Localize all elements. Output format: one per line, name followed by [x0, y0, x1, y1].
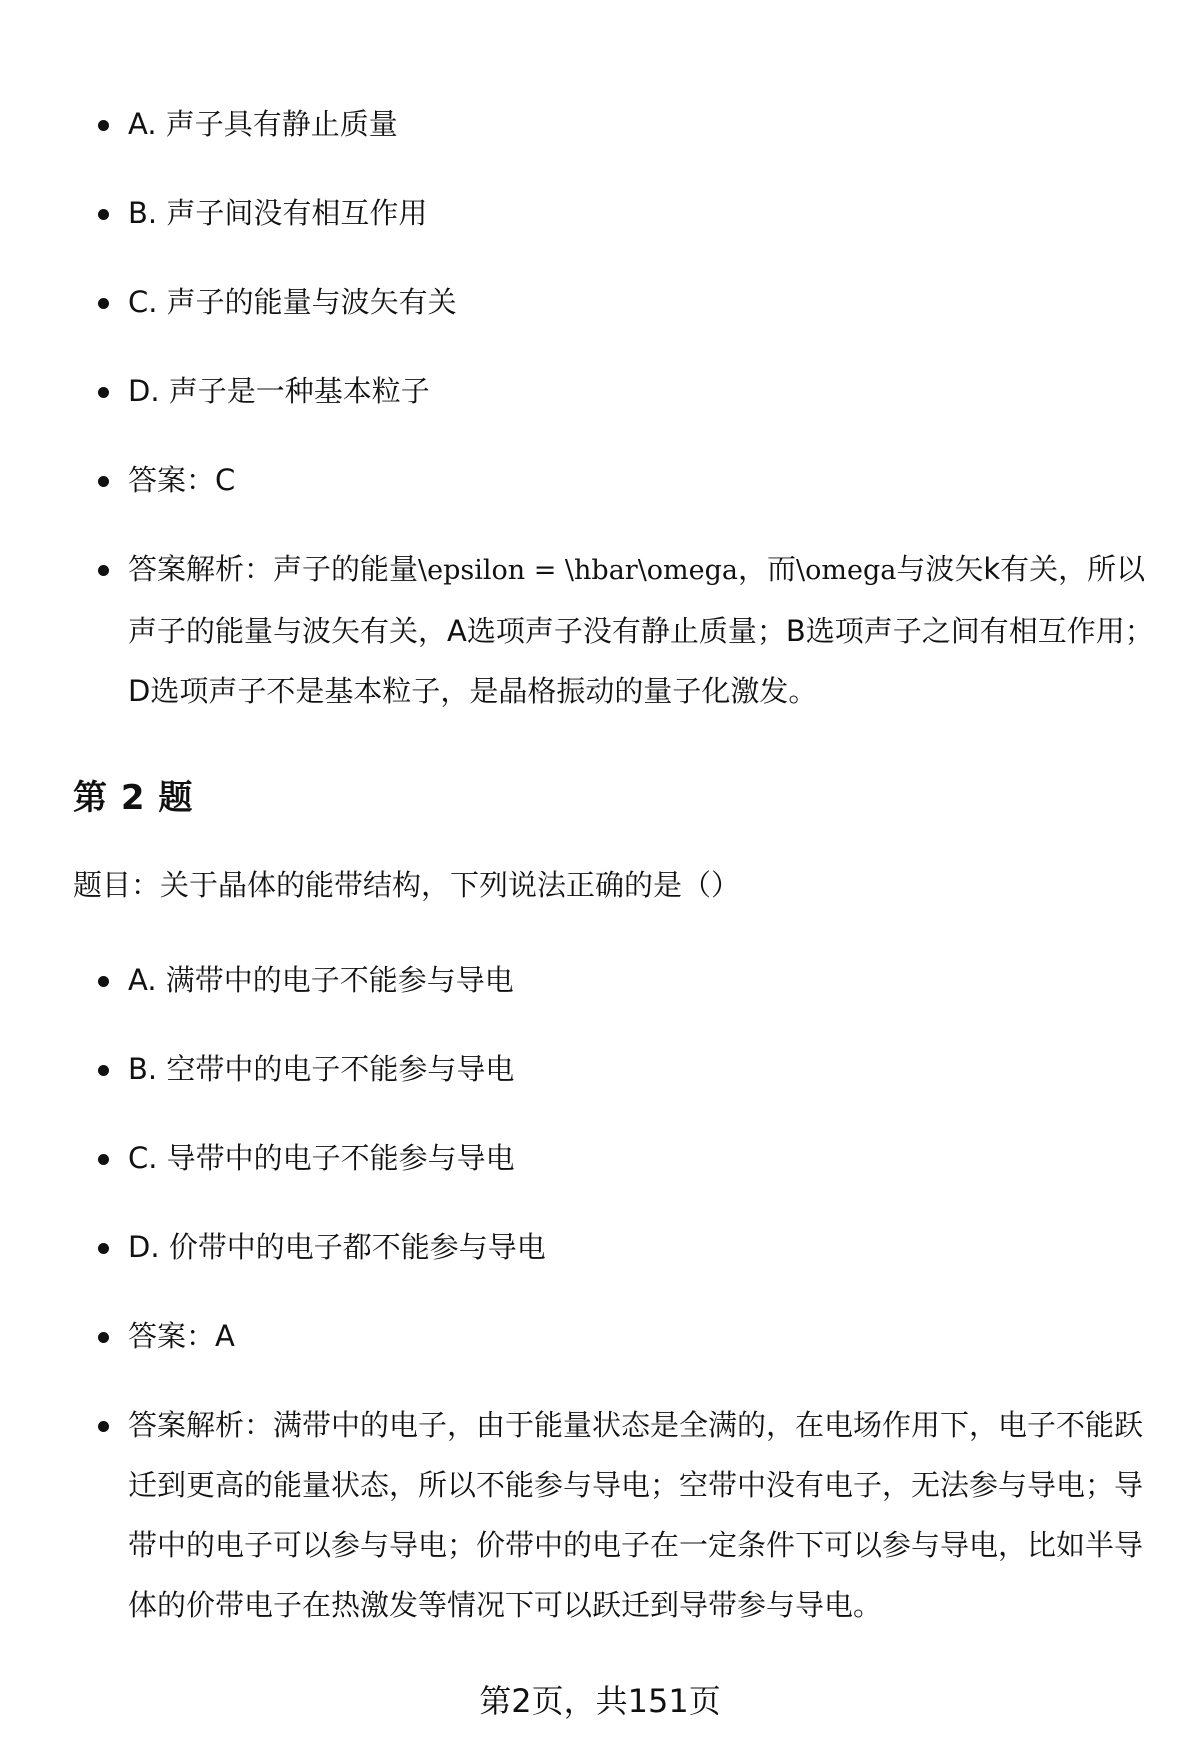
q1-explanation [0, 539, 1170, 721]
q1-option-d [0, 361, 1170, 421]
bullet-icon [98, 387, 109, 398]
bullet-icon [98, 1154, 109, 1165]
explanation-mid: ，而 [738, 552, 797, 586]
question-2-list [0, 950, 1170, 1664]
q2-explanation [0, 1395, 1170, 1635]
option-text: A. 满带中的电子不能参与导电 [128, 963, 514, 997]
page-footer: 第2页，共151页 [479, 1682, 721, 1720]
option-text: C. 导带中的电子不能参与导电 [128, 1141, 515, 1175]
bullet-icon [98, 976, 109, 987]
q2-option-b [0, 1039, 1170, 1099]
bullet-icon [98, 1421, 109, 1432]
q2-option-a [0, 950, 1170, 1010]
bullet-icon [98, 565, 109, 576]
q1-answer [0, 450, 1170, 510]
formula-energy: \epsilon = \hbar\omega [418, 555, 739, 586]
q2-answer [0, 1306, 1170, 1366]
question-1-list [0, 94, 1170, 750]
bullet-icon [98, 298, 109, 309]
q1-option-c [0, 272, 1170, 332]
bullet-icon [98, 120, 109, 131]
explanation-prefix: 答案解析：声子的能量 [128, 552, 419, 586]
question-2-stem: 题目：关于晶体的能带结构，下列说法正确的是（） [73, 868, 741, 902]
option-text: D. 声子是一种基本粒子 [128, 374, 430, 408]
option-text: D. 价带中的电子都不能参与导电 [128, 1230, 546, 1264]
answer-text: 答案：C [128, 463, 236, 497]
bullet-icon [98, 1065, 109, 1076]
option-text: C. 声子的能量与波矢有关 [128, 285, 457, 319]
q2-option-c [0, 1128, 1170, 1188]
q1-option-b [0, 183, 1170, 243]
q2-option-d [0, 1217, 1170, 1277]
question-2-heading: 第 2 题 [73, 778, 194, 818]
explanation-text: 答案解析：满带中的电子，由于能量状态是全满的，在电场作用下，电子不能跃迁到更高的能量状态，所以不能参与导电；空带中没有电子，无法参与导电；导带中的电子可以参与导电；价带中的电子在一定条件下可以参与导电，比如半导体的价带电子在热激发等情况下可以跃迁到导带参与导电。 [128, 1408, 1144, 1622]
explanation-suffix: 与波矢k有关，所以声子的能量与波矢有关，A选项声子没有静止质量；B选项声子之间有相互作用；D选项声子不是基本粒子，是晶格振动的量子化激发。 [128, 552, 1154, 708]
bullet-icon [98, 209, 109, 220]
option-text: B. 声子间没有相互作用 [128, 196, 428, 230]
option-text: A. 声子具有静止质量 [128, 107, 398, 141]
bullet-icon [98, 1332, 109, 1343]
q1-option-a [0, 94, 1170, 154]
option-text: B. 空带中的电子不能参与导电 [128, 1052, 515, 1086]
bullet-icon [98, 1243, 109, 1254]
bullet-icon [98, 476, 109, 487]
formula-omega: \omega [796, 555, 897, 586]
answer-text: 答案：A [128, 1319, 235, 1353]
